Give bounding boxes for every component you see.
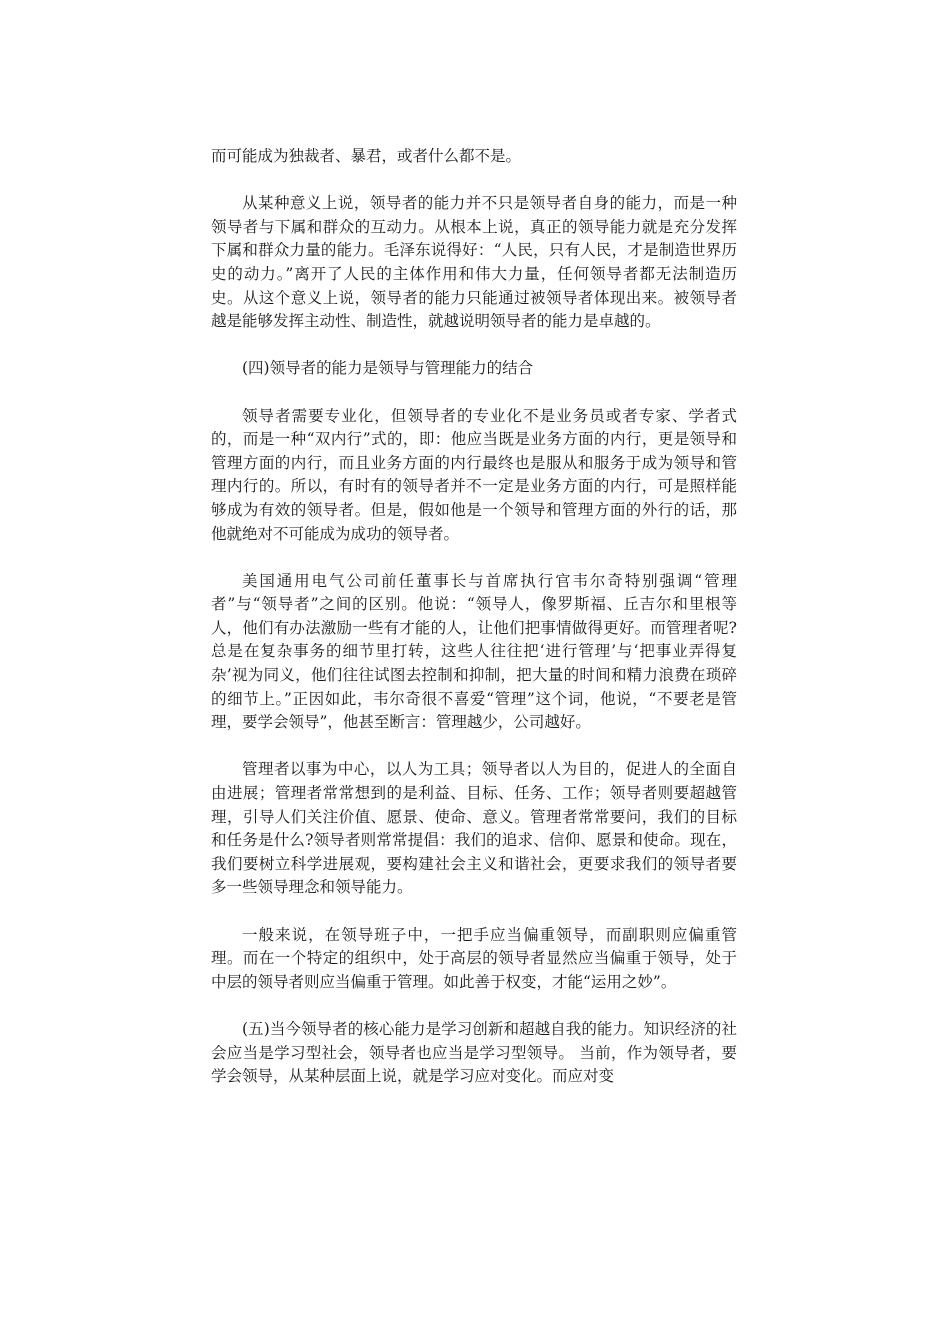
paragraph-5: 管理者以事为中心，以人为工具；领导者以人为目的，促进人的全面自由进展；管理者常常想到的是利益、目标、任务、工作；领导者则要超越管理，引导人们关注价值、愿景、使命、意义。管理者常常要问，我们的目标和任务是什么?领导者则常常提倡：我们的追求、信仰、愿景和使命。现在，我们要树立科学进展观，要构建社会主义和谐社会，更要求我们的领导者要多一些领导理念和领导能力。 [211,760,737,897]
paragraph-7: (五)当今领导者的核心能力是学习创新和超越自我的能力。知识经济的社会应当是学习型社会，领导者也应当是学习型领导。 当前，作为领导者，要学会领导，从某种层面上说，就是学习应对变化。而应对变 [211,1019,737,1086]
paragraph-2: 从某种意义上说，领导者的能力并不只是领导者自身的能力，而是一种领导者与下属和群众的互动力。从根本上说，真正的领导能力就是充分发挥下属和群众力量的能力。毛泽东说得好：“人民，只有人民，才是制造世界历史的动力。”离开了人民的主体作用和伟大力量，任何领导者都无法制造历史。从这个意义上说，领导者的能力只能通过被领导者体现出来。被领导者越是能够发挥主动性、制造性，就越说明领导者的能力是卓越的。 [211,194,737,331]
paragraph-6: 一般来说，在领导班子中，一把手应当偏重领导，而副职则应偏重管理。而在一个特定的组织中，处于高层的领导者显然应当偏重于领导，处于中层的领导者则应当偏重于管理。如此善于权变，才能“运用之妙”。 [211,925,737,991]
section-heading-4: (四)领导者的能力是领导与管理能力的结合 [242,359,534,378]
document-body [211,145,737,1112]
paragraph-1: 而可能成为独裁者、暴君，或者什么都不是。 [211,147,522,165]
paragraph-4: 美国通用电气公司前任董事长与首席执行官韦尔奇特别强调“管理者”与“领导者”之间的区别。他说：“领导人，像罗斯福、丘吉尔和里根等人，他们有办法激励一些有才能的人，让他们把事情做得更好。而管理者呢?总是在复杂事务的细节里打转，这些人往往把‘进行管理’与‘把事业弄得复杂’视为同义，他们往往试图去控制和抑制，把大量的时间和精力浪费在琐碎的细节上。”正因如此，韦尔奇很不喜爱“管理”这个词，他说，“不要老是管理，要学会领导”，他甚至断言：管理越少，公司越好。 [211,571,737,732]
paragraph-3: 领导者需要专业化，但领导者的专业化不是业务员或者专家、学者式的，而是一种“双内行”式的，即：他应当既是业务方面的内行，更是领导和管理方面的内行，而且业务方面的内行最终也是服从和服务于成为领导和管理内行的。所以，有时有的领导者并不一定是业务方面的内行，可是照样能够成为有效的领导者。但是，假如他是一个领导和管理方面的外行的话，那他就绝对不可能成为成功的领导者。 [211,406,737,543]
